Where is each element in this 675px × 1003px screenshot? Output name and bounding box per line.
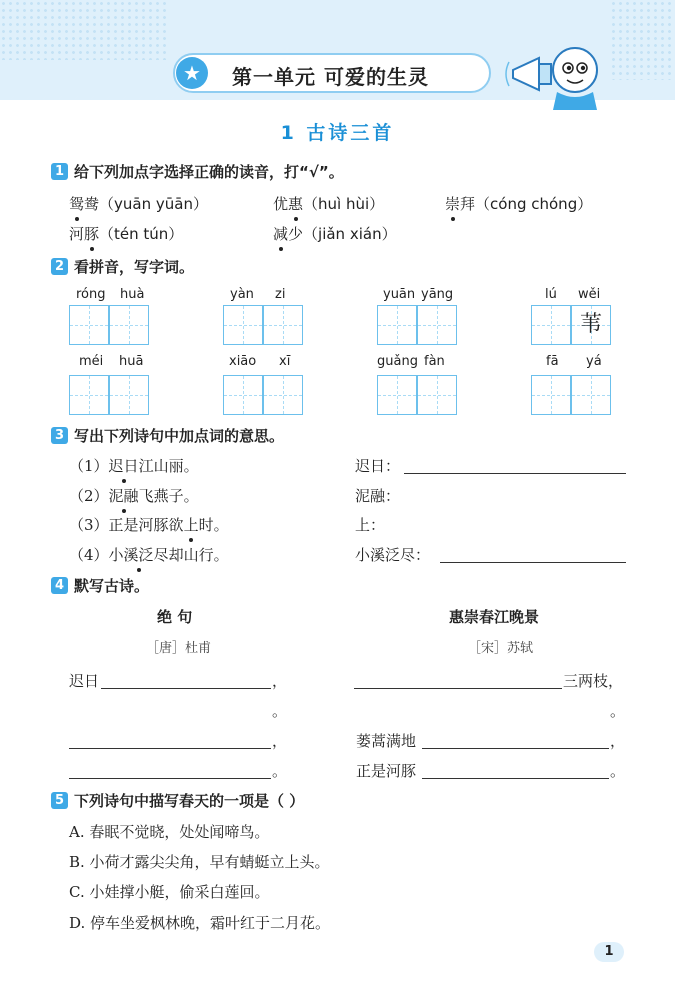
q3-label-1: 迟日： [355,457,401,475]
question-number-2: 2 [51,258,68,275]
question-number-4: 4 [51,577,68,594]
writing-grid-cell[interactable] [417,305,457,345]
question-3-title: 写出下列诗句中加点词的意思。 [74,427,285,445]
pinyin-label: wěi [578,287,601,302]
punctuation-period: 。 [610,702,626,720]
writing-grid-cell[interactable] [109,305,149,345]
punctuation-comma: ， [610,732,626,750]
pinyin-label: xī [279,354,291,369]
unit-title: 第一单元 可爱的生灵 [232,65,429,89]
writing-grid-cell[interactable] [69,305,109,345]
q1-item-yuanyang: 鸳鸯（yuān yūān） [69,195,208,213]
star-icon: ★ [176,57,208,89]
punctuation-period: 。 [610,762,626,780]
page-number: 1 [594,942,624,962]
writing-grid-cell[interactable] [377,375,417,415]
answer-line[interactable] [69,718,271,719]
answer-line[interactable] [404,503,626,504]
option-c[interactable]: C. 小娃撑小艇，偷采白莲回。 [69,883,270,901]
pinyin-label: méi [79,354,104,369]
answer-line[interactable] [422,748,609,749]
writing-grid-cell[interactable] [69,375,109,415]
pinyin-label: róng [76,287,106,302]
pinyin-label: zi [275,287,286,302]
q3-line-1: （1）迟日江山丽。 [69,457,199,475]
answer-line[interactable] [101,688,271,689]
poem-2-line-3-start: 蒌蒿满地 [356,732,417,750]
answer-line[interactable] [69,778,271,779]
punctuation-comma: ， [272,732,288,750]
question-number-5: 5 [51,792,68,809]
writing-grid-cell[interactable] [531,375,571,415]
answer-line[interactable] [69,748,271,749]
answer-line[interactable] [354,718,609,719]
poem-2-line-1-end: 三两枝， [563,672,624,690]
poem-1-author: ［唐］杜甫 [146,641,212,656]
pinyin-label: huà [120,287,145,302]
question-1-title: 给下列加点字选择正确的读音，打“√”。 [74,163,344,181]
pinyin-label: fàn [424,354,445,369]
option-b[interactable]: B. 小荷才露尖尖角，早有蜻蜓立上头。 [69,853,330,871]
pinyin-label: yāng [421,287,454,302]
poem-1-line-1-start: 迟日 [69,672,100,690]
answer-line[interactable] [354,688,562,689]
q3-label-4: 小溪泛尽： [355,546,431,564]
writing-grid-cell[interactable] [377,305,417,345]
writing-grid-cell[interactable] [417,375,457,415]
answer-line[interactable] [404,473,626,474]
option-a[interactable]: A. 春眠不觉晓，处处闻啼鸟。 [69,823,270,841]
writing-grid-cell[interactable] [531,305,571,345]
pinyin-label: guǎng [377,354,418,369]
question-number-1: 1 [51,163,68,180]
writing-grid-cell[interactable] [263,305,303,345]
pinyin-label: yuān [383,287,416,302]
q1-item-hetun: 河豚（tén tún） [69,225,184,243]
q3-label-3: 上： [355,516,386,534]
question-number-3: 3 [51,427,68,444]
q1-item-jianshao: 减少（jiǎn xián） [273,225,397,243]
answer-line[interactable] [384,532,626,533]
q3-line-4: （4）小溪泛尽却山行。 [69,546,229,564]
q3-label-2: 泥融： [355,487,401,505]
answer-line[interactable] [422,778,609,779]
writing-grid-cell[interactable] [263,375,303,415]
punctuation-period: 。 [272,702,288,720]
writing-grid-cell[interactable] [571,375,611,415]
option-d[interactable]: D. 停车坐爱枫林晚，霜叶红于二月花。 [69,914,331,932]
dot-pattern-right [610,0,675,80]
question-5-title: 下列诗句中描写春天的一项是（ ） [74,792,305,810]
dot-pattern-left [0,0,170,60]
poem-2-author: ［宋］苏轼 [468,641,534,656]
lesson-title: 1 古诗三首 [280,122,395,144]
writing-grid-cell[interactable]: 苇 [571,305,611,345]
poem-2-title: 惠崇春江晚景 [449,608,540,626]
megaphone-mascot-icon [505,40,605,110]
q3-line-2: （2）泥融飞燕子。 [69,487,199,505]
pinyin-label: yàn [230,287,254,302]
q1-item-youhui: 优惠（huì hùi） [273,195,385,213]
pinyin-label: huā [119,354,144,369]
pinyin-label: xiāo [229,354,257,369]
pinyin-label: lú [545,287,557,302]
question-2-title: 看拼音，写字词。 [74,258,195,276]
writing-grid-cell[interactable] [109,375,149,415]
pinyin-label: yá [586,354,602,369]
answer-line[interactable] [440,562,626,563]
writing-grid-cell[interactable] [223,375,263,415]
poem-2-line-4-start: 正是河豚 [356,762,417,780]
writing-grid-cell[interactable] [223,305,263,345]
question-4-title: 默写古诗。 [74,577,150,595]
pinyin-label: fā [546,354,559,369]
poem-1-title: 绝 句 [157,608,193,626]
q3-line-3: （3）正是河豚欲上时。 [69,516,229,534]
punctuation-comma: ， [272,672,288,690]
q1-item-chongbai: 崇拜（cóng chóng） [445,195,593,213]
punctuation-period: 。 [272,762,288,780]
